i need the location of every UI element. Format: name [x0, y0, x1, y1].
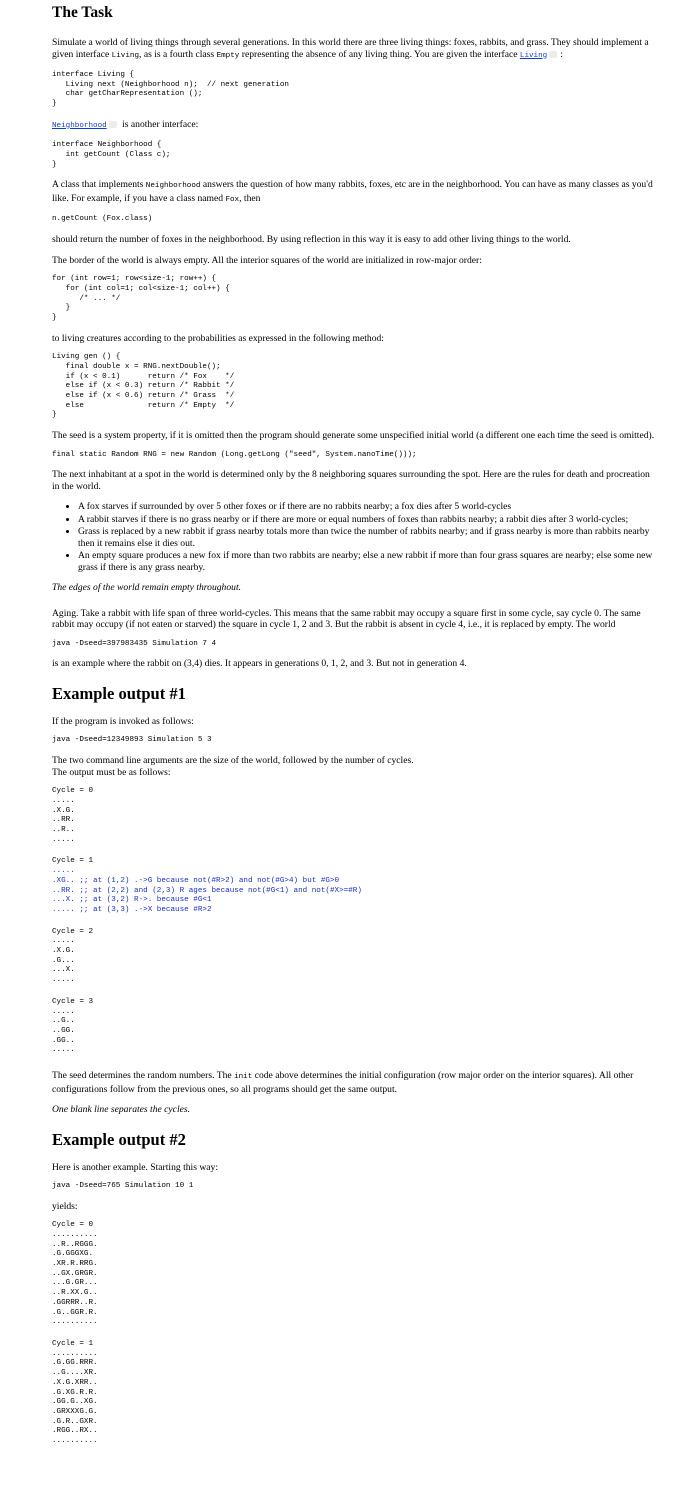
example-1-cycle-0: Cycle = 0 ..... .X.G. ..RR. ..R.. .....: [52, 787, 94, 844]
rules-list: [52, 501, 656, 573]
intro-text-3: representing the absence of any living thing. You are given the interface: [239, 48, 520, 60]
link-marker-icon: [109, 121, 117, 128]
seed-text-2: code above determines the initial configuration (row major order on the interior squares). All other configurations follow from the previous ones, so all programs should get the same output.: [52, 1070, 634, 1095]
example-2-heading: Example output #2: [52, 1129, 186, 1149]
loop-code: for (int row=1; row<size-1; row++) { for (int col=1; col<size-1; col++) { /* ... */ } }: [52, 275, 230, 322]
example-2-cycle-0: Cycle = 0 .......... ..R..RGGG. .G.GGGXG. .XR.R.RRG. ..GX.GRGR. ...G.GR... ..R.XX.G.. .GGRRR..R. .G..GGR.R. ..........: [52, 1221, 98, 1327]
seed-paragraph: The seed is a system property, if it is omitted then the program should generate some unspecified initial world (a different one each time the seed is omitted).: [52, 430, 655, 442]
example-1-cycle-1: [52, 857, 656, 915]
aging-command: java -Dseed=397983435 Simulation 7 4: [52, 639, 217, 648]
link-marker-icon: [549, 51, 557, 58]
cycle-1-annotated-grid: ..... .XG.. ;; at (1,2) .->G because not(#R>2) and not(#G>4) but #G>0 ..RR. ;; at (2,2) and (2,3) R ages because not(#G<1) and not(#X>=#R) ...X. ;; at (3,2) R->. because #G<1 ..... ;; at (3,3) .->X because #R>2: [52, 867, 362, 914]
aging-paragraph: Aging. Take a rabbit with life span of three world-cycles. This means that the same rabbit may occupy a square first in some cycle, say cycle 0. The same rabbit may occupy (if not eaten or starved) the square in cycle 1, 2 and 3. But the rabbit is absent in cycle 4, i.e., it is replaced by empty. The world: [52, 607, 641, 631]
probability-paragraph: to living creatures according to the probabilities as expressed in the following method:: [52, 332, 384, 344]
cycle-1-header: Cycle = 1: [52, 857, 94, 866]
example-1-cycle-2: Cycle = 2 ..... .X.G. .G... ...X. .....: [52, 927, 94, 985]
example-1-command: java -Dseed=12349893 Simulation 5 3: [52, 736, 212, 745]
getcount-example-code: n.getCount (Fox.class): [52, 215, 153, 224]
border-paragraph: The border of the world is always empty. All the interior squares of the world are initialized in row-major order:: [52, 254, 482, 266]
example-2-command: java -Dseed=765 Simulation 10 1: [52, 1182, 194, 1191]
args-paragraph: [52, 755, 656, 778]
aging-paragraph-2: is an example where the rabbit on (3,4) dies. It appears in generations 0, 1, 2, and 3. But not in generation 4.: [52, 658, 467, 670]
seed-explanation-paragraph: [52, 1070, 656, 1095]
gen-code: Living gen () { final double x = RNG.nextDouble(); if (x < 0.1) return /* Fox */ else if (x < 0.3) return /* Rabbit */ else if (x < 0.6) return /* Grass */ else return /* Empty */ }: [52, 353, 235, 420]
edges-note-text: The edges of the world remain empty throughout.: [52, 582, 242, 594]
example-2-cycle-1: Cycle = 1 .......... .G.GG.RRR. ..G....XR. .X.G.XRR.. .G.XG.R.R. .GG.G..XG. .GRXXXG.G. .G.R..GXR. .RGG..RX.. ..........: [52, 1339, 98, 1446]
class-text-2: answers the question of how many rabbits, foxes, etc are in the neighborhood. You can have as many classes as you'd like. For example, if you have a class named: [52, 179, 653, 204]
class-paragraph: [52, 179, 656, 206]
neighborhood-paragraph: [52, 119, 656, 133]
reflection-paragraph: should return the number of foxes in the neighborhood. By using reflection in this way it is easy to add other living things to the world.: [52, 234, 571, 246]
blank-line-note: [52, 1104, 656, 1116]
args-text-1: The two command line arguments are the size of the world, followed by the number of cycles.: [52, 755, 414, 767]
living-code: Living: [111, 51, 140, 60]
intro-text-1: Simulate a world of living things through several generations. In this world there are three living things: foxes, rabbits, and grass. They should implement a given interface: [52, 37, 649, 60]
rules-intro-paragraph: The next inhabitant at a spot in the world is determined only by the 8 neighboring squares surrounding the spot. Here are the rules for death and procreation in the world.: [52, 469, 650, 492]
edges-note: [52, 582, 656, 594]
list-item: • A fox starves if surrounded by over 5 other foxes or if there are no rabbits nearby; a fox dies after 5 world-cycles: [78, 501, 656, 513]
list-item: • Grass is replaced by a new rabbit if grass nearby totals more than twice the number of rabbits nearby; and if grass nearby is more than rabbits nearby then it remains else it dies out.: [78, 526, 656, 549]
init-code: init: [234, 1073, 253, 1082]
empty-code: Empty: [216, 51, 240, 60]
seed-text-1: The seed determines the random numbers. The: [52, 1070, 235, 1082]
example-1-heading: Example output #1: [52, 683, 186, 703]
invoke-paragraph: If the program is invoked as follows:: [52, 715, 194, 727]
class-text-3: , then: [239, 192, 261, 204]
neighborhood-text: is another interface:: [119, 118, 199, 130]
intro-text-2: , as is a fourth class: [139, 48, 217, 60]
rng-code: final static Random RNG = new Random (Long.getLong ("seed", System.nanoTime()));: [52, 450, 417, 459]
page-title: The Task: [52, 4, 113, 21]
args-text-2: The output must be as follows:: [52, 766, 171, 778]
intro-text-4: :: [560, 48, 563, 60]
class-text-1: A class that implements: [52, 179, 146, 191]
list-item: • An empty square produces a new fox if more than two rabbits are nearby; else a new rabbit if more than four grass squares are nearby; else some new grass if there is any grass nearby.: [78, 550, 656, 573]
intro-paragraph: [52, 37, 656, 62]
start-paragraph: Here is another example. Starting this way:: [52, 1161, 218, 1173]
example-1-cycle-3: Cycle = 3 ..... ..G.. ..GG. .GG.. .....: [52, 997, 94, 1055]
yields-paragraph: yields:: [52, 1200, 78, 1212]
blank-line-note-text: One blank line separates the cycles.: [52, 1104, 190, 1116]
neighborhood-link[interactable]: Neighborhood: [52, 121, 107, 130]
list-item: • A rabbit starves if there is no grass nearby or if there are more or equal numbers of foxes than rabbits nearby; a rabbit dies after 3 world-cycles;: [78, 514, 656, 526]
neighborhood-code: Neighborhood: [145, 182, 201, 191]
living-interface-code: interface Living { Living next (Neighborhood n); // next generation char getCharRepresentation (); }: [52, 71, 289, 109]
neighborhood-interface-code: interface Neighborhood { int getCount (Class c); }: [52, 141, 171, 169]
living-link[interactable]: Living: [519, 51, 548, 60]
fox-code: Fox: [225, 195, 240, 204]
